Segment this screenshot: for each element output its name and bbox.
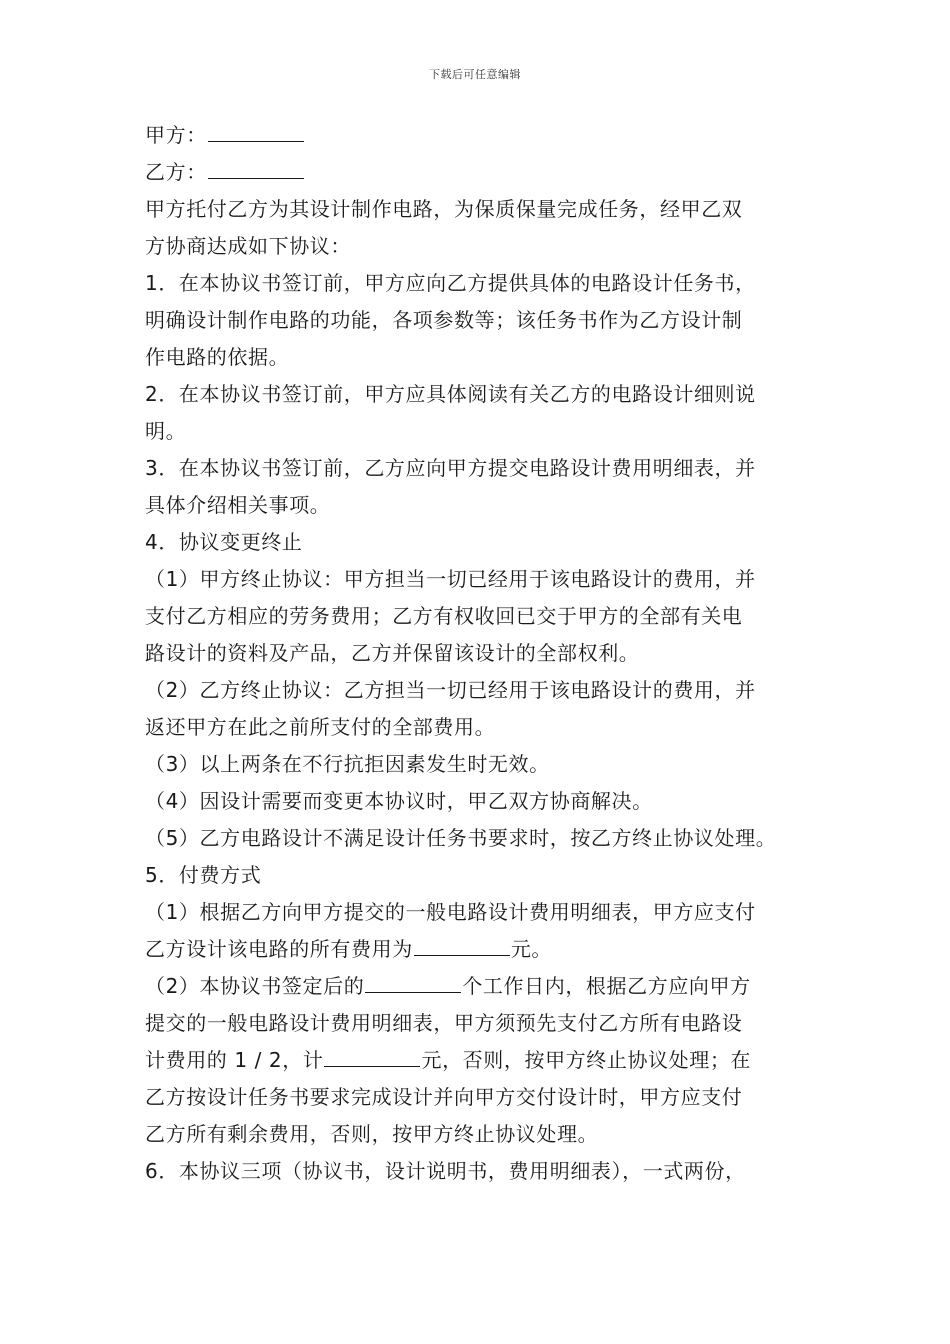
clause-2-line: 2．在本协议书签订前，甲方应具体阅读有关乙方的电路设计细则说 bbox=[145, 382, 756, 406]
clause-6-line: 6．本协议三项（协议书，设计说明书，费用明细表），一式两份， bbox=[145, 1159, 746, 1183]
header-note: 下载后可任意编辑 bbox=[429, 68, 521, 81]
party-a-line bbox=[145, 117, 825, 154]
intro-line: 方协商达成如下协议： bbox=[145, 234, 351, 258]
clause-1-line: 作电路的依据。 bbox=[145, 345, 290, 369]
clause-5-2-line bbox=[145, 968, 825, 1005]
clause-4-5-line: （5）乙方电路设计不满足设计任务书要求时，按乙方终止协议处理。 bbox=[145, 826, 777, 850]
workdays-blank bbox=[365, 970, 461, 993]
clause-1-line: 明确设计制作电路的功能，各项参数等；该任务书作为乙方设计制 bbox=[145, 308, 743, 332]
clause-4-1-line: 路设计的资料及产品，乙方并保留该设计的全部权利。 bbox=[145, 641, 640, 665]
party-a-label: 甲方： bbox=[145, 123, 207, 147]
intro-line: 甲方托付乙方为其设计制作电路，为保质保量完成任务，经甲乙双 bbox=[145, 197, 743, 221]
clause-4-3-line: （3）以上两条在不行抗拒因素发生时无效。 bbox=[145, 752, 550, 776]
party-b-blank bbox=[208, 156, 304, 179]
party-a-blank bbox=[208, 119, 304, 142]
clause-4-1-line: 支付乙方相应的劳务费用；乙方有权收回已交于甲方的全部有关电 bbox=[145, 604, 743, 628]
clause-5-2-text: （2）本协议书签定后的 bbox=[145, 974, 365, 998]
clause-4-title: 4．协议变更终止 bbox=[145, 530, 303, 554]
clause-5-1-text: 元。 bbox=[510, 937, 553, 961]
clause-4-2-line: 返还甲方在此之前所支付的全部费用。 bbox=[145, 715, 496, 739]
clause-3-line: 3．在本协议书签订前，乙方应向甲方提交电路设计费用明细表，并 bbox=[145, 456, 756, 480]
clause-4-2-line: （2）乙方终止协议：乙方担当一切已经用于该电路设计的费用，并 bbox=[145, 678, 756, 702]
clause-5-2-text: 元，否则，按甲方终止协议处理；在 bbox=[421, 1048, 752, 1072]
advance-fee-blank bbox=[324, 1044, 420, 1067]
clause-5-1-text: 乙方设计该电路的所有费用为 bbox=[145, 937, 413, 961]
clause-3-line: 具体介绍相关事项。 bbox=[145, 493, 331, 517]
clause-5-2-line bbox=[145, 1042, 825, 1079]
clause-5-title: 5．付费方式 bbox=[145, 863, 262, 887]
clause-5-2-line: 乙方所有剩余费用，否则，按甲方终止协议处理。 bbox=[145, 1122, 599, 1146]
party-b-label: 乙方： bbox=[145, 160, 207, 184]
clause-5-2-text: 计费用的 1 / 2，计 bbox=[145, 1048, 324, 1072]
clause-1-line: 1．在本协议书签订前，甲方应向乙方提供具体的电路设计任务书， bbox=[145, 271, 756, 295]
clause-5-2-line: 乙方按设计任务书要求完成设计并向甲方交付设计时，甲方应支付 bbox=[145, 1085, 743, 1109]
clause-5-2-text: 个工作日内，根据乙方应向甲方 bbox=[462, 974, 751, 998]
clause-5-1-line bbox=[145, 931, 825, 968]
clause-5-1-line: （1）根据乙方向甲方提交的一般电路设计费用明细表，甲方应支付 bbox=[145, 900, 756, 924]
clause-5-2-line: 提交的一般电路设计费用明细表，甲方须预先支付乙方所有电路设 bbox=[145, 1011, 743, 1035]
total-fee-blank bbox=[414, 933, 510, 956]
party-b-line bbox=[145, 154, 825, 191]
clause-4-4-line: （4）因设计需要而变更本协议时，甲乙双方协商解决。 bbox=[145, 789, 653, 813]
clause-4-1-line: （1）甲方终止协议：甲方担当一切已经用于该电路设计的费用，并 bbox=[145, 567, 756, 591]
agreement-body bbox=[145, 117, 825, 1190]
clause-2-line: 明。 bbox=[145, 419, 187, 443]
